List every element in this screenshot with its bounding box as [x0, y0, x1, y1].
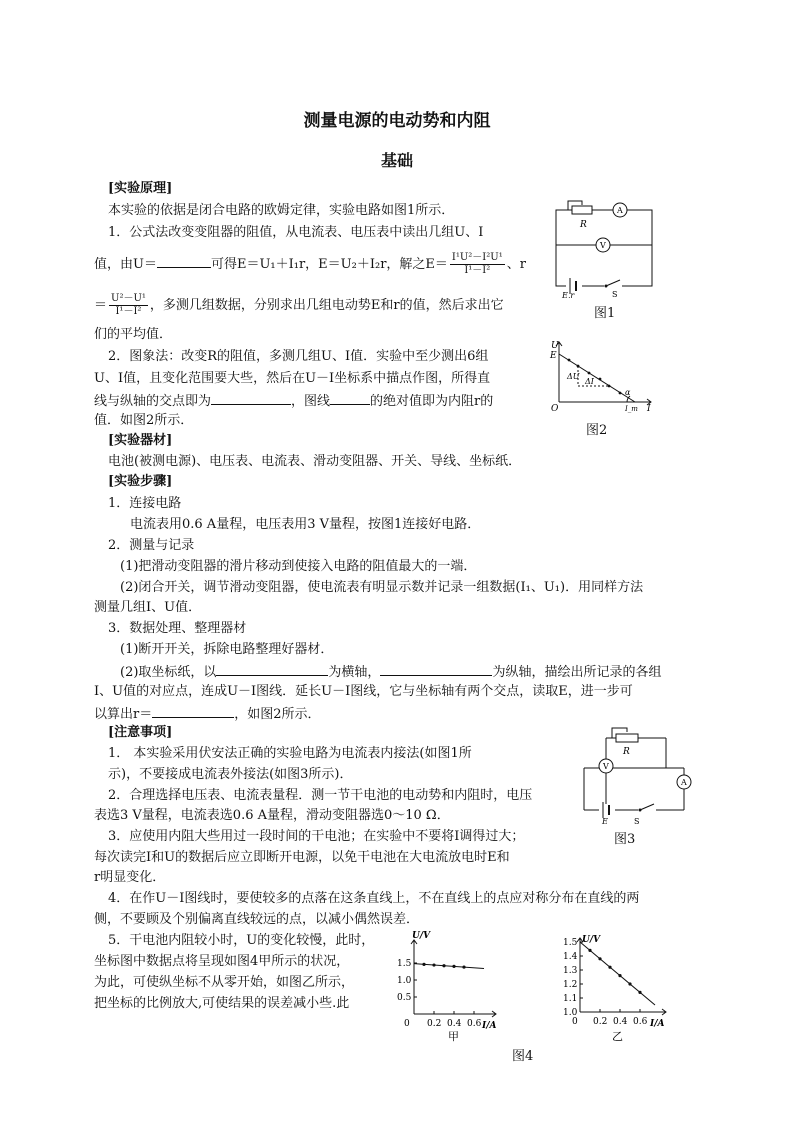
text-span: 线与纵轴的交点即为	[94, 394, 212, 409]
figure-3-caption: 图3	[614, 832, 636, 847]
label-S: S	[612, 290, 618, 298]
data-point	[638, 991, 641, 994]
y-tick-label: 1.1	[563, 994, 578, 1004]
label-S: S	[634, 817, 640, 824]
step-2c: 测量几组I、U值．	[94, 600, 202, 615]
label-E: E	[550, 351, 557, 361]
data-point	[598, 957, 601, 960]
fill-blank	[216, 661, 328, 676]
label-O: O	[551, 404, 559, 414]
label-R: R	[580, 220, 587, 230]
text-span: (2)取坐标纸，以	[120, 665, 217, 680]
step-2a: (1)把滑动变阻器的滑片移动到使接入电路的阻值最大的一端．	[120, 559, 477, 574]
equipment-text: 电池(被测电源)、电压表、电流表、滑动变阻器、开关、导线、坐标纸．	[108, 454, 522, 469]
fraction-numerator: I¹U²－I²U¹	[451, 252, 503, 263]
figure-4-caption: 图4	[512, 1049, 534, 1064]
y-tick-label: 0.5	[397, 993, 412, 1003]
label-A: A	[681, 778, 687, 787]
y-tick-label: 1.5	[397, 959, 412, 969]
note-5a: 5．干电池内阻较小时，U的变化较慢，此时，	[108, 933, 375, 948]
fraction	[450, 252, 505, 277]
chart-label: 甲	[448, 1030, 459, 1043]
text-span: ＝	[94, 298, 108, 313]
data-point	[618, 974, 621, 977]
data-point	[588, 372, 591, 375]
figure-4-chart-yi	[550, 930, 676, 1044]
steps-heading: [实验步骤]	[108, 474, 173, 489]
notes-heading: [注意事项]	[108, 725, 173, 740]
fraction	[109, 293, 148, 318]
data-point	[599, 378, 602, 381]
document-subtitle: 基础	[380, 151, 413, 170]
principle-m2-b: U、I值，且变化范围要大些，然后在U－I坐标系中描点作图，所得直	[94, 371, 491, 386]
x-tick-label: 0.4	[447, 1019, 462, 1029]
principle-m2-a: 2．图象法：改变R的阻值，多测几组U、I值．实验中至少测出6组	[108, 349, 489, 364]
origin-label: 0	[404, 1019, 410, 1029]
fraction-denominator: I¹－I²	[115, 306, 142, 317]
label-R: R	[623, 747, 630, 757]
x-axis-label: I/A	[650, 1019, 665, 1029]
label-dI: ΔI	[585, 377, 594, 386]
y-tick-label: 1.4	[563, 952, 578, 962]
y-tick-label: 1.3	[563, 966, 578, 976]
principle-m1-d: 们的平均值．	[94, 327, 173, 342]
figure-3-circuit	[576, 722, 700, 824]
note-5d: 把坐标的比例放大,可使结果的误差减小些.此	[94, 996, 350, 1011]
y-axis-label: U/V	[412, 931, 431, 941]
principle-m1-a: 1．公式法改变变阻器的阻值，从电流表、电压表中读出几组U、I	[108, 225, 484, 240]
fit-line	[580, 942, 655, 1005]
data-point	[452, 965, 455, 968]
label-E: E	[602, 817, 608, 824]
equipment-heading: [实验器材]	[108, 433, 173, 448]
data-point	[442, 964, 445, 967]
data-point	[422, 963, 425, 966]
note-3a: 3．应使用内阻大些用过一段时间的干电池；在实验中不要将I调得过大；	[108, 829, 525, 844]
label-alpha: α	[625, 388, 631, 397]
label-A: A	[617, 206, 623, 215]
text-span: ，多测几组数据，分别求出几组电动势E和r的值，然后求出它	[149, 298, 504, 313]
data-point	[608, 385, 611, 388]
origin-label: 0	[572, 1017, 578, 1027]
ticks-group	[563, 938, 648, 1027]
fraction-numerator: U²－U¹	[111, 293, 146, 304]
x-tick-label: 0.6	[467, 1019, 482, 1029]
step-3a: (1)断开开关，拆除电路整理好器材．	[120, 642, 334, 657]
principle-m1-c	[94, 293, 504, 318]
x-axis-label: I/A	[482, 1021, 497, 1031]
text-span: 为纵轴，描绘出所记录的各组	[492, 665, 662, 680]
data-point	[432, 963, 435, 966]
principle-m1-b	[94, 252, 526, 277]
chart-label: 乙	[612, 1030, 623, 1043]
text-span: 的绝对值即为内阻r的	[370, 394, 494, 409]
figure-1-circuit	[548, 198, 660, 298]
principle-intro: 本实验的依据是闭合电路的欧姆定律，实验电路如图1所示．	[108, 203, 455, 218]
step-3d	[94, 703, 321, 725]
label-U: U	[551, 341, 559, 351]
step-2b: (2)闭合开关，调节滑动变阻器，使电流表有明显示数并记录一组数据(I₁、U₁)．用同样方法	[120, 580, 644, 595]
note-2a: 2．合理选择电压表、电流表量程．测一节干电池的电动势和内阻时，电压	[108, 788, 533, 803]
principle-m2-c	[94, 390, 493, 412]
note-5c: 为此，可使纵坐标不从零开始，如图乙所示，	[94, 975, 355, 990]
text-span: 值，由U＝	[94, 257, 157, 272]
y-tick-label: 1.0	[563, 1008, 578, 1018]
note-4a: 4．在作U－I图线时，要使较多的点落在这条直线上，不在直线上的点应对称分布在直线的两	[108, 891, 640, 906]
principle-heading: [实验原理]	[108, 181, 173, 196]
y-tick-label: 1.5	[563, 938, 578, 948]
y-axis-label: U/V	[582, 935, 601, 945]
text-span: ，图线	[291, 394, 331, 409]
note-3c: r明显变化．	[94, 870, 166, 885]
text-span: 为横轴，	[328, 665, 381, 680]
label-dU: ΔU	[567, 372, 580, 381]
note-1a: 1． 本实验采用伏安法正确的实验电路为电流表内接法(如图1所	[108, 746, 472, 761]
note-4b: 侧，不要顾及个别偏离直线较远的点，以减小偶然误差．	[94, 912, 420, 927]
data-point	[608, 966, 611, 969]
label-Im: I_m	[625, 405, 638, 413]
x-tick-label: 0.2	[427, 1019, 442, 1029]
figure-2-caption: 图2	[586, 423, 608, 438]
label-Er: E,r	[562, 291, 575, 298]
data-point	[628, 982, 631, 985]
note-1b: 示)，不要接成电流表外接法(如图3所示)．	[108, 767, 353, 782]
fill-blank	[380, 661, 492, 676]
principle-m2-d: 值．如图2所示．	[94, 413, 194, 428]
x-tick-label: 0.6	[633, 1017, 648, 1027]
data-point	[619, 392, 622, 395]
note-3b: 每次读完I和U的数据后应立即断开电源，以免干电池在大电流放电时E和	[94, 850, 510, 865]
fraction-denominator: I¹－I²	[464, 265, 491, 276]
fill-blank	[157, 253, 211, 268]
figure-2-graph	[545, 338, 657, 414]
y-tick-label: 1.0	[397, 976, 412, 986]
step-1: 1．连接电路	[108, 496, 182, 511]
rheostat-resistor	[616, 734, 638, 742]
x-tick-label: 0.4	[613, 1017, 628, 1027]
note-5b: 坐标图中数据点将呈现如图4甲所示的状况，	[94, 954, 350, 969]
data-point	[588, 949, 591, 952]
text-span: ，如图2所示．	[234, 707, 321, 722]
label-V: V	[603, 762, 609, 771]
marks-group	[414, 963, 484, 969]
battery-gap	[599, 804, 615, 816]
fill-blank	[211, 390, 291, 405]
x-tick-label: 0.2	[593, 1017, 608, 1027]
figure-1-caption: 图1	[594, 306, 616, 321]
note-2b: 表选3 V量程，电流表选0.6 A量程，滑动变阻器选0～10 Ω．	[94, 808, 450, 823]
step-2: 2．测量与记录	[108, 538, 195, 553]
label-I: I	[647, 404, 651, 414]
fill-blank	[152, 703, 234, 718]
document-title: 测量电源的电动势和内阻	[303, 111, 491, 131]
marks-group	[580, 942, 655, 1005]
label-V: V	[600, 241, 606, 250]
figure-4-chart-jia	[378, 930, 504, 1044]
fill-blank	[330, 390, 370, 405]
text-span: 以算出r＝	[94, 707, 153, 722]
rheostat-resistor	[572, 206, 592, 214]
text-span: 、r	[506, 257, 526, 272]
step-1a: 电流表用0.6 A量程，电压表用3 V量程，按图1连接好电路．	[130, 517, 481, 532]
y-tick-label: 1.2	[563, 980, 578, 990]
data-point	[568, 359, 571, 362]
step-3b	[120, 661, 661, 683]
step-3c: I、U值的对应点，连成U－I图线．延长U－I图线，它与坐标轴有两个交点，读取E，进一步可	[94, 684, 633, 699]
step-3: 3．数据处理、整理器材	[108, 621, 247, 636]
text-span: 可得E＝U₁＋I₁r，E＝U₂＋I₂r，解之E＝	[210, 257, 448, 272]
data-point	[462, 965, 465, 968]
